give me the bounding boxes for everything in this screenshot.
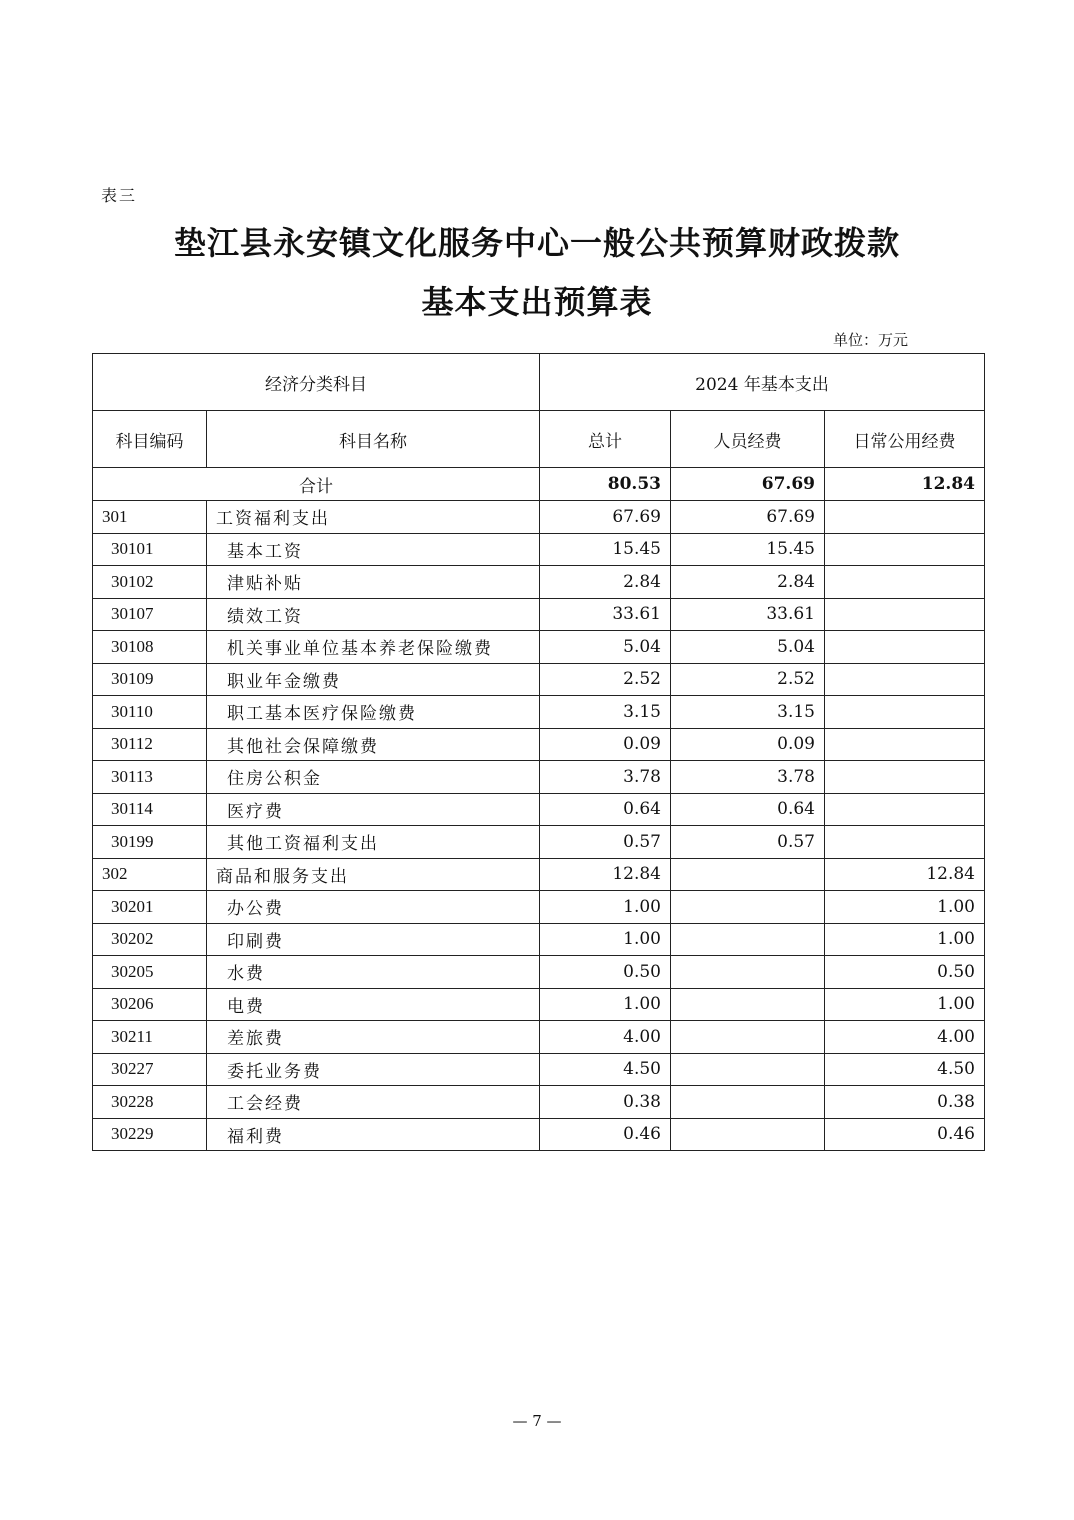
row-code: 30110 [93,696,207,729]
row-personnel [671,1118,825,1151]
row-name: 委托业务费 [207,1053,540,1086]
page-number: — 7 — [512,1412,562,1430]
row-code: 30199 [93,826,207,859]
row-personnel: 33.61 [671,598,825,631]
row-total: 2.52 [540,663,671,696]
row-name: 津贴补贴 [207,566,540,599]
table-row [93,1053,985,1086]
col-header-name: 科目名称 [207,411,540,468]
row-public [825,761,985,794]
row-name: 机关事业单位基本养老保险缴费 [207,631,540,664]
row-public: 0.50 [825,956,985,989]
row-total: 2.84 [540,566,671,599]
table-tag: 表三 [101,186,138,205]
row-name: 其他社会保障缴费 [207,728,540,761]
row-code: 30227 [93,1053,207,1086]
row-public: 1.00 [825,988,985,1021]
row-code: 30211 [93,1021,207,1054]
row-name: 职业年金缴费 [207,663,540,696]
row-public: 4.00 [825,1021,985,1054]
row-code: 30228 [93,1086,207,1119]
row-total: 12.84 [540,858,671,891]
row-name: 商品和服务支出 [207,858,540,891]
table-row [93,728,985,761]
row-personnel: 67.69 [671,501,825,534]
row-total: 3.78 [540,761,671,794]
row-public [825,501,985,534]
row-name: 工会经费 [207,1086,540,1119]
economic-category-header: 经济分类科目 [93,354,540,411]
row-public: 0.46 [825,1118,985,1151]
row-personnel: 0.57 [671,826,825,859]
row-personnel [671,988,825,1021]
row-code: 30101 [93,533,207,566]
row-personnel: 2.52 [671,663,825,696]
row-total: 1.00 [540,891,671,924]
table-row [93,598,985,631]
table-row [93,956,985,989]
row-total: 3.15 [540,696,671,729]
row-code: 30229 [93,1118,207,1151]
row-personnel [671,956,825,989]
total-row [93,468,985,501]
row-code: 30112 [93,728,207,761]
row-name: 水费 [207,956,540,989]
row-public [825,663,985,696]
row-total: 4.50 [540,1053,671,1086]
row-public [825,826,985,859]
row-total: 67.69 [540,501,671,534]
row-public [825,631,985,664]
table-row [93,663,985,696]
row-name: 绩效工资 [207,598,540,631]
col-header-code: 科目编码 [93,411,207,468]
table-row [93,858,985,891]
row-code: 30201 [93,891,207,924]
row-name: 其他工资福利支出 [207,826,540,859]
row-public [825,728,985,761]
table-row [93,923,985,956]
row-personnel: 3.78 [671,761,825,794]
row-code: 30108 [93,631,207,664]
row-personnel [671,1086,825,1119]
row-personnel [671,1021,825,1054]
row-name: 医疗费 [207,793,540,826]
row-code: 30102 [93,566,207,599]
table-row [93,1021,985,1054]
row-total: 0.50 [540,956,671,989]
table-row [93,1086,985,1119]
row-personnel [671,891,825,924]
table-column-header-row [93,411,985,468]
row-public [825,598,985,631]
row-public [825,533,985,566]
row-total: 0.09 [540,728,671,761]
row-code: 30205 [93,956,207,989]
row-total: 5.04 [540,631,671,664]
row-total: 15.45 [540,533,671,566]
row-code: 30206 [93,988,207,1021]
budget-table [92,353,985,1151]
row-public: 12.84 [825,858,985,891]
row-name: 印刷费 [207,923,540,956]
row-public: 1.00 [825,923,985,956]
col-header-personnel: 人员经费 [671,411,825,468]
row-name: 工资福利支出 [207,501,540,534]
row-public: 0.38 [825,1086,985,1119]
row-name: 基本工资 [207,533,540,566]
row-code: 30114 [93,793,207,826]
row-name: 福利费 [207,1118,540,1151]
row-code: 30107 [93,598,207,631]
row-public: 4.50 [825,1053,985,1086]
row-name: 电费 [207,988,540,1021]
col-header-total: 总计 [540,411,671,468]
row-code: 302 [93,858,207,891]
total-total: 80.53 [540,468,671,501]
total-personnel: 67.69 [671,468,825,501]
row-name: 差旅费 [207,1021,540,1054]
total-public: 12.84 [825,468,985,501]
row-total: 0.38 [540,1086,671,1119]
row-code: 30202 [93,923,207,956]
page-title-line2: 基本支出预算表 [421,283,653,321]
row-name: 职工基本医疗保险缴费 [207,696,540,729]
table-row [93,696,985,729]
table-row [93,533,985,566]
row-public [825,566,985,599]
row-personnel [671,858,825,891]
table-group-header-row [93,354,985,411]
row-personnel: 0.09 [671,728,825,761]
row-total: 33.61 [540,598,671,631]
row-code: 301 [93,501,207,534]
row-name: 办公费 [207,891,540,924]
row-public [825,696,985,729]
row-total: 1.00 [540,923,671,956]
row-total: 0.46 [540,1118,671,1151]
row-personnel: 5.04 [671,631,825,664]
table-row [93,631,985,664]
table-row [93,761,985,794]
row-total: 1.00 [540,988,671,1021]
row-total: 0.64 [540,793,671,826]
col-header-public: 日常公用经费 [825,411,985,468]
row-public [825,793,985,826]
row-personnel [671,923,825,956]
row-personnel: 2.84 [671,566,825,599]
table-row [93,501,985,534]
table-row [93,566,985,599]
row-code: 30113 [93,761,207,794]
table-row [93,988,985,1021]
table-row [93,793,985,826]
row-name: 住房公积金 [207,761,540,794]
table-row [93,826,985,859]
row-code: 30109 [93,663,207,696]
year-expenditure-header: 2024 年基本支出 [540,354,985,411]
row-total: 4.00 [540,1021,671,1054]
table-row [93,891,985,924]
total-label: 合计 [93,468,540,501]
unit-label: 单位：万元 [833,331,909,349]
row-personnel: 0.64 [671,793,825,826]
page-title-line1: 垫江县永安镇文化服务中心一般公共预算财政拨款 [173,224,900,262]
table-row [93,1118,985,1151]
row-total: 0.57 [540,826,671,859]
row-personnel: 3.15 [671,696,825,729]
row-personnel: 15.45 [671,533,825,566]
row-public: 1.00 [825,891,985,924]
row-personnel [671,1053,825,1086]
